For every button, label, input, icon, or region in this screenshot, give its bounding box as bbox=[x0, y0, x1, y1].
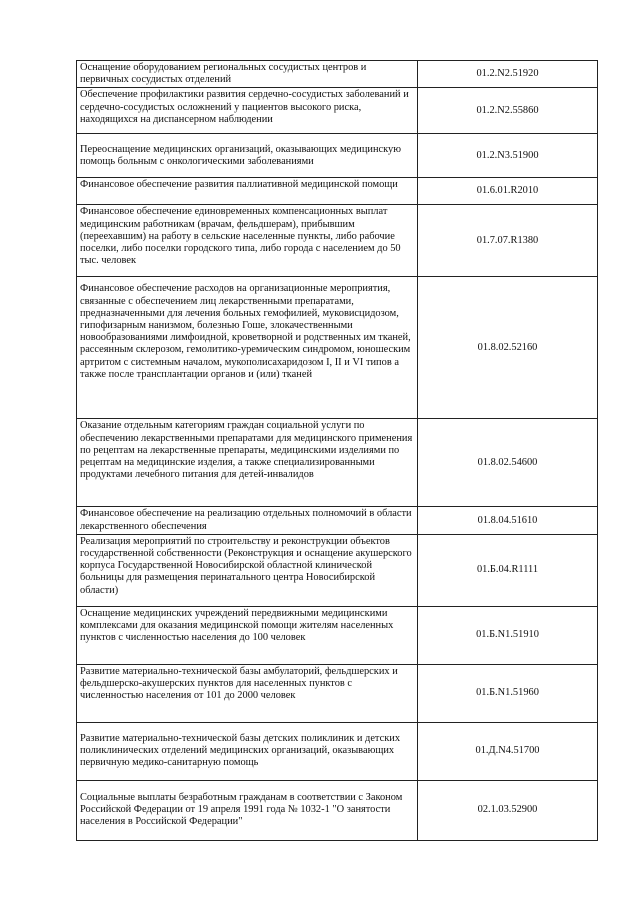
row-code: 01.2.N3.51900 bbox=[476, 149, 539, 161]
table-row bbox=[77, 606, 598, 664]
table-row bbox=[77, 134, 598, 178]
table-row bbox=[77, 664, 598, 722]
table-row bbox=[77, 722, 598, 780]
row-name-cell bbox=[77, 178, 418, 205]
row-name: Финансовое обеспечение на реализацию отдельных полномочий в области лекарственного обеспечения bbox=[80, 508, 412, 532]
row-name-cell bbox=[77, 780, 418, 840]
row-code-cell bbox=[418, 780, 598, 840]
row-name-cell bbox=[77, 134, 418, 178]
row-name-cell bbox=[77, 61, 418, 88]
row-code: 01.Д.N4.51700 bbox=[475, 745, 540, 757]
row-name-cell bbox=[77, 664, 418, 722]
table-row bbox=[77, 205, 598, 277]
table-row bbox=[77, 507, 598, 534]
row-code: 01.2.N2.55860 bbox=[476, 104, 539, 116]
row-name: Финансовое обеспечение единовременных компенсационных выплат медицинским работникам (врачам, фельдшерам), прибывшим (переехавшим) на работу в сельские населенные пункты, либо рабочие поселки, либо поселки городского типа, либо города с населением до 50 тыс. человек bbox=[80, 206, 401, 267]
row-name: Финансовое обеспечение расходов на организационные мероприятия, связанные с обеспечением лиц лекарственными препаратами, предназначенными для лечения больных гемофилией, муковисцидозом, гипофизарным нанизмом, болезнью Гоше, злокачественными новообразованиями лимфоидной, кроветворной и родственных им тканей, рассеянным склерозом, гемолитико-уремическим синдромом, юношеским артритом с системным началом, мукополисахаридозом I, II и VI типов а также после трансплантации органов и (или) тканей bbox=[80, 283, 411, 380]
table-row bbox=[77, 534, 598, 606]
row-code: 01.Б.N1.51910 bbox=[476, 629, 539, 641]
row-name: Оказание отдельным категориям граждан социальной услуги по обеспечению лекарственными препаратами для медицинского применения по рецептам на лекарственные препараты, медицинскими изделиями по рецептам на медицинские изделия, а также специализированными продуктами лечебного питания для детей-инвалидов bbox=[80, 420, 413, 481]
row-name: Обеспечение профилактики развития сердечно-сосудистых заболеваний и сердечно-сосудистых осложнений у пациентов высокого риска, находящихся на диспансерном наблюдении bbox=[80, 89, 409, 125]
row-code-cell bbox=[418, 134, 598, 178]
row-code-cell bbox=[418, 664, 598, 722]
row-code: 01.Б.04.R1111 bbox=[476, 564, 539, 576]
row-code-cell bbox=[418, 419, 598, 507]
row-code: 01.7.07.R1380 bbox=[476, 234, 539, 246]
row-name-cell bbox=[77, 534, 418, 606]
row-name: Реализация мероприятий по строительству и реконструкции объектов государственной собственности (Реконструкция и оснащение акушерского корпуса Государственной Новосибирской областной клинической больницы для размещения перинатального центра Новосибирской области) bbox=[80, 535, 412, 596]
row-code-cell bbox=[418, 534, 598, 606]
row-code-cell bbox=[418, 205, 598, 277]
row-code-cell bbox=[418, 88, 598, 134]
row-name: Переоснащение медицинских организаций, оказывающих медицинскую помощь больным с онкологическими заболеваниями bbox=[80, 143, 402, 167]
row-code-cell bbox=[418, 606, 598, 664]
row-code: 01.8.02.54600 bbox=[477, 456, 538, 468]
row-name-cell bbox=[77, 88, 418, 134]
table-row bbox=[77, 178, 598, 205]
row-name-cell bbox=[77, 507, 418, 534]
row-name: Развитие материально-технической базы амбулаторий, фельдшерских и фельдшерско-акушерских пунктов для населенных пунктов с численностью населения от 101 до 2000 человек bbox=[80, 665, 398, 702]
row-name: Социальные выплаты безработным гражданам в соответствии с Законом Российской Федерации от 19 апреля 1991 года № 1032-1 "О занятости населения в Российской Федерации" bbox=[80, 792, 403, 828]
row-code-cell bbox=[418, 722, 598, 780]
row-code-cell bbox=[418, 178, 598, 205]
table-row bbox=[77, 277, 598, 419]
row-code: 02.1.03.52900 bbox=[477, 804, 538, 816]
row-code: 01.8.02.52160 bbox=[477, 341, 538, 353]
table-row bbox=[77, 61, 598, 88]
row-name-cell bbox=[77, 277, 418, 419]
row-code: 01.2.N2.51920 bbox=[476, 68, 539, 80]
row-code-cell bbox=[418, 277, 598, 419]
table-row bbox=[77, 88, 598, 134]
row-name-cell bbox=[77, 722, 418, 780]
table-row bbox=[77, 419, 598, 507]
row-name: Оснащение оборудованием региональных сосудистых центров и первичных сосудистых отделений bbox=[80, 62, 367, 86]
row-name: Оснащение медицинских учреждений передвижными медицинскими комплексами для оказания медицинской помощи жителям населенных пунктов с численностью населения до 100 человек bbox=[80, 607, 394, 644]
budget-classification-table bbox=[76, 60, 598, 841]
row-name: Развитие материально-технической базы детских поликлиник и детских поликлинических отделений медицинских организаций, оказывающих первичную медико-санитарную помощь bbox=[80, 733, 401, 769]
row-code: 01.8.04.51610 bbox=[477, 514, 538, 526]
row-code: 01.6.01.R2010 bbox=[476, 185, 539, 197]
row-code-cell bbox=[418, 61, 598, 88]
row-name-cell bbox=[77, 606, 418, 664]
row-code: 01.Б.N1.51960 bbox=[476, 687, 539, 699]
row-name-cell bbox=[77, 205, 418, 277]
table-row bbox=[77, 780, 598, 840]
row-name: Финансовое обеспечение развития паллиативной медицинской помощи bbox=[80, 179, 398, 191]
row-name-cell bbox=[77, 419, 418, 507]
row-code-cell bbox=[418, 507, 598, 534]
